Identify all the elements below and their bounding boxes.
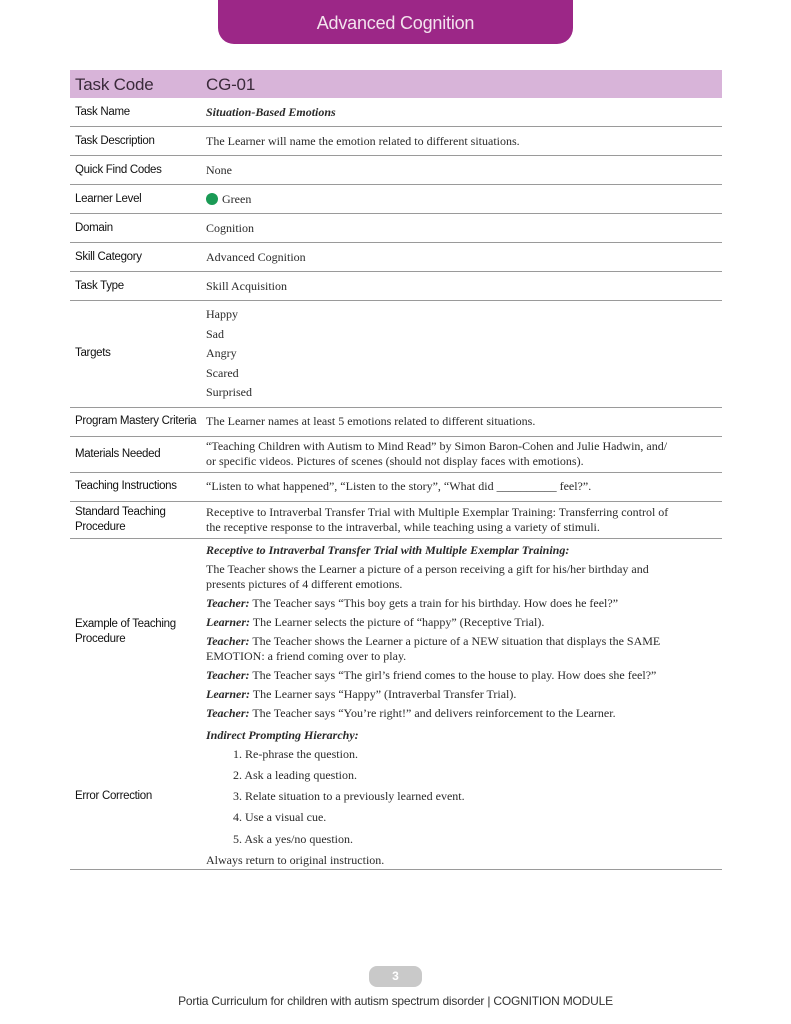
targets-list xyxy=(206,301,722,407)
example-step xyxy=(206,596,618,611)
teaching-instructions-label: Teaching Instructions xyxy=(75,480,177,492)
page-footer: Portia Curriculum for children with autism spectrum disorder | COGNITION MODULE xyxy=(178,994,613,1008)
step-text: The Learner says “Happy” (Intraverbal Transfer Trial). xyxy=(250,686,517,701)
step-text: The Teacher says “The girl’s friend comes to the house to play. How does she feel?” xyxy=(249,667,657,682)
skill-category-value: Advanced Cognition xyxy=(206,249,306,264)
standard-procedure-label-line: Standard Teaching xyxy=(75,505,166,518)
teaching-instructions-value: “Listen to what happened”, “Listen to the story”, “What did __________ feel?”. xyxy=(206,479,592,493)
mastery-row xyxy=(70,408,722,437)
standard-procedure-row xyxy=(70,502,722,539)
example-label-line: Example of Teaching xyxy=(75,617,176,630)
example-step xyxy=(206,615,544,630)
example-label-line: Procedure xyxy=(75,632,126,645)
standard-procedure-line: Receptive to Intraverbal Transfer Trial with Multiple Exemplar Training: Transferring control of xyxy=(206,504,669,519)
domain-value: Cognition xyxy=(206,220,255,235)
learner-level-label: Learner Level xyxy=(75,192,142,205)
quick-find-label: Quick Find Codes xyxy=(75,163,162,176)
step-text: The Teacher shows the Learner a picture of a NEW situation that displays the SAME xyxy=(249,633,661,648)
task-code-value: CG-01 xyxy=(206,74,256,94)
example-step xyxy=(206,668,656,683)
task-name-label: Task Name xyxy=(75,105,130,118)
error-correction-row xyxy=(70,725,722,870)
materials-row xyxy=(70,437,722,473)
speaker-label: Teacher: xyxy=(206,705,250,720)
target-item: Surprised xyxy=(206,385,252,399)
learner-level-row xyxy=(70,185,722,214)
teaching-instructions-row xyxy=(70,473,722,502)
task-code-row xyxy=(70,70,722,98)
mastery-label: Program Mastery Criteria xyxy=(75,415,197,427)
prompting-step: 2. Ask a leading question. xyxy=(233,767,357,782)
task-description-value: The Learner will name the emotion related to different situations. xyxy=(206,133,520,148)
error-correction-footer: Always return to original instruction. xyxy=(206,852,385,867)
materials-line: “Teaching Children with Autism to Mind Read” by Simon Baron-Cohen and Julie Hadwin, and/ xyxy=(206,439,668,453)
learner-level-text: Green xyxy=(222,191,252,206)
standard-procedure-label xyxy=(70,502,206,538)
task-type-label: Task Type xyxy=(75,279,124,292)
target-item: Happy xyxy=(206,307,238,321)
standard-procedure-line: the receptive response to the intraverbal, while teaching using a variety of stimuli. xyxy=(206,519,600,534)
task-type-row xyxy=(70,272,722,301)
speaker-label: Learner: xyxy=(206,686,250,701)
quick-find-value: None xyxy=(206,162,232,177)
example-label xyxy=(70,539,206,725)
targets-row xyxy=(70,301,722,408)
green-level-dot-icon xyxy=(206,193,218,205)
skill-category-label: Skill Category xyxy=(75,250,142,263)
step-text: The Teacher says “You’re right!” and delivers reinforcement to the Learner. xyxy=(249,705,616,720)
target-item: Sad xyxy=(206,326,224,341)
error-correction-label: Error Correction xyxy=(75,790,152,802)
example-step xyxy=(206,634,660,649)
example-intro-line: presents pictures of 4 different emotions. xyxy=(206,576,403,591)
learner-level-value xyxy=(206,185,722,213)
error-correction-content xyxy=(206,725,722,869)
materials-label: Materials Needed xyxy=(75,447,161,460)
module-header-tab: Advanced Cognition xyxy=(218,0,573,44)
example-row xyxy=(70,539,722,725)
prompting-step: 5. Ask a yes/no question. xyxy=(233,831,353,846)
speaker-label: Teacher: xyxy=(206,633,250,648)
speaker-label: Learner: xyxy=(206,614,250,629)
task-code-label: Task Code xyxy=(75,74,154,94)
prompting-step: 1. Re-phrase the question. xyxy=(233,746,358,761)
task-description-row xyxy=(70,127,722,156)
example-step xyxy=(206,687,516,702)
materials-line: or specific videos. Pictures of scenes (should not display faces with emotions). xyxy=(206,454,584,468)
quick-find-row xyxy=(70,156,722,185)
domain-label: Domain xyxy=(75,221,113,234)
example-step-continued: EMOTION: a friend coming over to play. xyxy=(206,648,407,663)
standard-procedure-label-line: Procedure xyxy=(75,520,126,533)
speaker-label: Teacher: xyxy=(206,667,250,682)
task-name-row xyxy=(70,98,722,127)
mastery-value: The Learner names at least 5 emotions related to different situations. xyxy=(206,414,536,428)
target-item: Angry xyxy=(206,346,237,360)
prompting-step: 3. Relate situation to a previously learned event. xyxy=(233,789,465,804)
task-description-label: Task Description xyxy=(75,134,155,147)
step-text: The Learner selects the picture of “happy” (Receptive Trial). xyxy=(250,614,545,629)
example-content xyxy=(206,539,722,725)
prompting-step: 4. Use a visual cue. xyxy=(233,810,327,825)
example-intro-line: The Teacher shows the Learner a picture of a person receiving a gift for his/her birthday and xyxy=(206,561,649,576)
targets-label: Targets xyxy=(75,347,111,360)
page-number-badge: 3 xyxy=(369,966,422,987)
task-name-value: Situation-Based Emotions xyxy=(206,104,336,119)
domain-row xyxy=(70,214,722,243)
speaker-label: Teacher: xyxy=(206,595,250,610)
task-table xyxy=(70,70,722,870)
target-item: Scared xyxy=(206,365,239,380)
standard-procedure-value xyxy=(206,502,722,538)
prompting-hierarchy-heading: Indirect Prompting Hierarchy: xyxy=(206,727,359,742)
example-heading: Receptive to Intraverbal Transfer Trial with Multiple Exemplar Training: xyxy=(206,542,570,557)
example-step xyxy=(206,706,616,721)
step-text: The Teacher says “This boy gets a train for his birthday. How does he feel?” xyxy=(249,595,619,610)
task-type-value: Skill Acquisition xyxy=(206,278,288,293)
materials-value xyxy=(206,437,722,472)
skill-category-row xyxy=(70,243,722,272)
